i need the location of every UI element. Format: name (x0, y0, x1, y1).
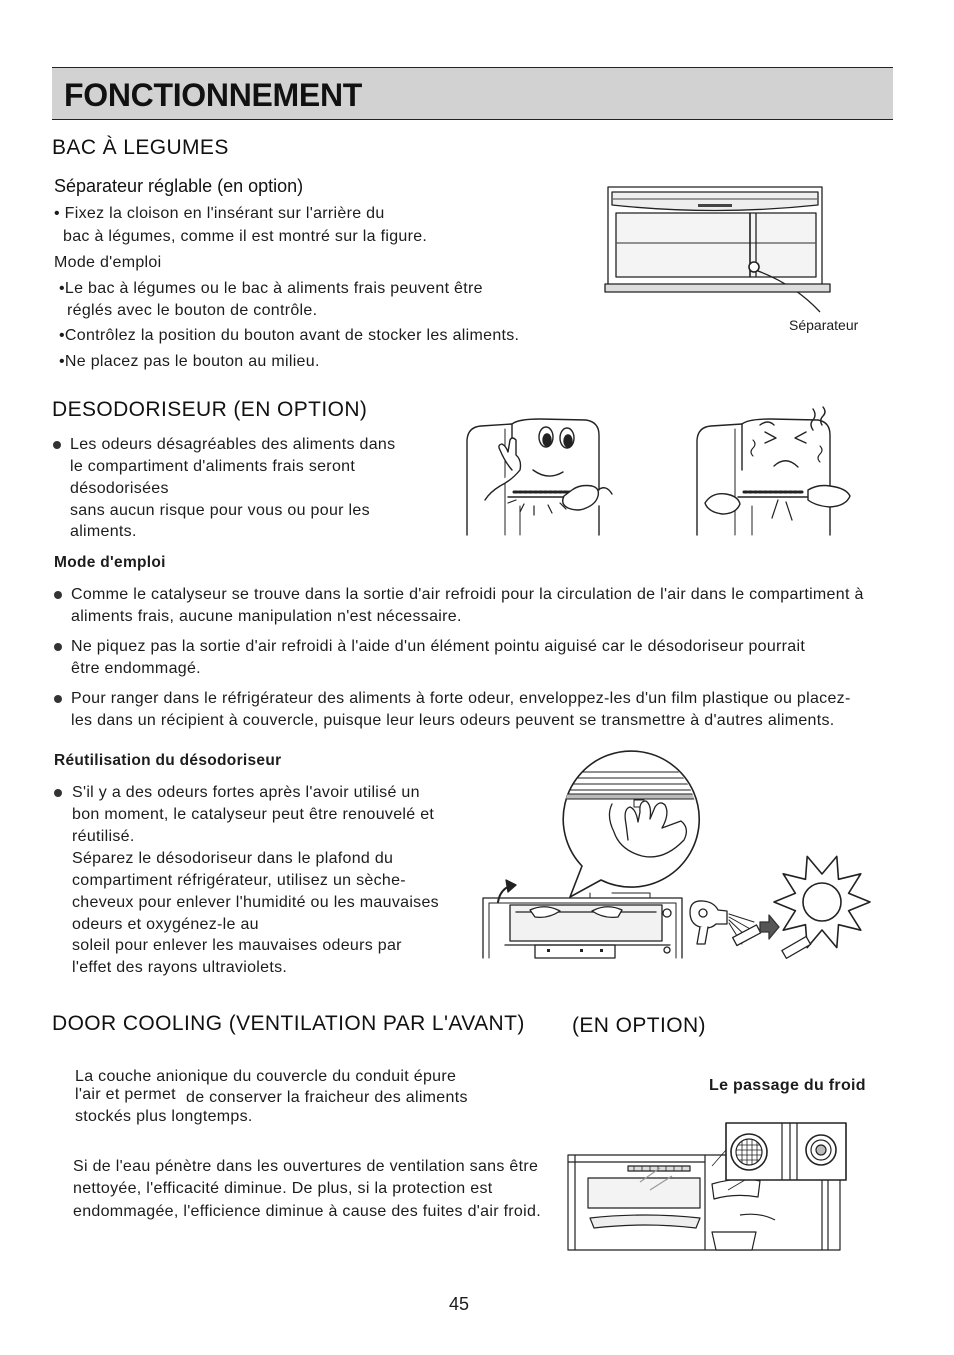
crisper-drawer (588, 1178, 700, 1208)
bullet-line: aliments frais, aucune manipulation n'est nécessaire. (71, 608, 462, 625)
reuse-line: l'effet des rayons ultraviolets. (72, 959, 288, 976)
reuse-line: odeurs et oxygénez-le au (72, 916, 259, 933)
body-line: aliments. (70, 523, 137, 540)
body-line: •Ne placez pas le bouton au milieu. (59, 353, 320, 370)
deodorizer-reuse-illustration (483, 751, 870, 958)
bullet-icon (53, 441, 61, 449)
hand (705, 494, 740, 514)
section-heading-door-cooling: DOOR COOLING (VENTILATION PAR L'AVANT) (52, 1012, 525, 1035)
body-line: bac à légumes, comme il est montré sur la figure. (63, 228, 428, 245)
section-heading-option: (EN OPTION) (572, 1014, 706, 1037)
page-title: FONCTIONNEMENT (64, 77, 363, 113)
deodorizer-block (782, 937, 811, 959)
sun-icon (774, 856, 870, 947)
vent-grid-icon (731, 1134, 767, 1170)
bullet-icon (54, 695, 62, 703)
reuse-line: S'il y a des odeurs fortes après l'avoir utilisé un (72, 784, 420, 801)
reuse-line: cheveux pour enlever l'humidité ou les mauvaises (72, 894, 439, 911)
bullet-icon (54, 789, 62, 797)
body-line: l'air et permet (75, 1086, 176, 1103)
body-line: •Contrôlez la position du bouton avant de stocker les aliments. (59, 327, 520, 344)
body-line: de conserver la fraicheur des aliments (186, 1089, 468, 1106)
separator-knob (749, 262, 759, 272)
reuse-line: bon moment, le catalyseur peut être renouvelé et (72, 806, 435, 823)
body-line: Mode d'emploi (54, 254, 162, 271)
figure-label-passage-froid: Le passage du froid (709, 1077, 866, 1094)
mode-emploi-title: Mode d'emploi (54, 554, 166, 571)
body-line: stockés plus longtemps. (75, 1108, 253, 1125)
frown (774, 461, 798, 467)
bullet-icon (54, 643, 62, 651)
smelly-fridge-illustration (697, 407, 850, 535)
section-heading-bac: BAC À LEGUMES (52, 136, 229, 159)
body-line: Si de l'eau pénètre dans les ouvertures de ventilation sans être (73, 1158, 539, 1175)
body-line: le compartiment d'aliments frais seront (70, 458, 356, 475)
smile (533, 470, 563, 476)
body-line: • Fixez la cloison en l'insérant sur l'arrière du (54, 205, 385, 222)
reuse-title: Réutilisation du désodoriseur (54, 752, 282, 769)
squint-eye (765, 432, 776, 443)
vent-round-icon (806, 1135, 836, 1165)
page-number: 45 (448, 1294, 470, 1314)
door-cooling-illustration (568, 1123, 846, 1250)
figure-label-separateur: Séparateur (789, 317, 859, 333)
subheading-separateur: Séparateur réglable (en option) (54, 176, 304, 196)
squint-eye (795, 432, 806, 443)
door-bin (712, 1232, 756, 1250)
body-line: nettoyée, l'efficacité diminue. De plus, si la protection est (73, 1180, 493, 1197)
reuse-line: soleil pour enlever les mauvaises odeurs par (72, 937, 402, 954)
reuse-line: compartiment réfrigérateur, utilisez un sèche- (72, 872, 406, 889)
hair-dryer-icon (690, 901, 727, 944)
body-line: Les odeurs désagréables des aliments dans (70, 436, 396, 453)
bullet-line: Comme le catalyseur se trouve dans la sortie d'air refroidi pour la circulation de l'air dans le compartiment à (71, 586, 864, 603)
bullet-line: Ne piquez pas la sortie d'air refroidi à l'aide d'un élément pointu aiguisé car le désodoriseur pourrait (71, 638, 806, 655)
body-line: sans aucun risque pour vous ou pour les (70, 502, 370, 519)
body-line: désodorisées (70, 480, 169, 497)
body-line: réglés avec le bouton de contrôle. (67, 302, 318, 319)
reuse-line: Séparez le désodoriseur dans le plafond du (72, 850, 394, 867)
bullet-line: Pour ranger dans le réfrigérateur des aliments à forte odeur, enveloppez-les d'un film plastique ou placez- (71, 690, 851, 707)
reuse-line: réutilisé. (72, 828, 135, 845)
bullet-icon (54, 591, 62, 599)
bullet-line: être endommagé. (71, 660, 201, 677)
right-arrow-icon (760, 915, 779, 939)
crisper-separator-illustration (605, 187, 830, 312)
hand (808, 486, 850, 508)
hand (563, 486, 599, 511)
body-line: La couche anionique du couvercle du conduit épure (75, 1068, 457, 1085)
door-bin (712, 1179, 760, 1199)
bullet-line: les dans un récipient à couvercle, puisque leur leurs odeurs peuvent se transmettre à d'autres aliments. (71, 712, 835, 729)
body-line: •Le bac à légumes ou le bac à aliments frais peuvent être (59, 280, 483, 297)
section-heading-desodoriseur: DESODORISEUR (EN OPTION) (52, 398, 368, 421)
happy-fridge-illustration (467, 419, 612, 535)
body-line: endommagée, l'efficience diminue à cause des fuites d'air froid. (73, 1203, 541, 1220)
